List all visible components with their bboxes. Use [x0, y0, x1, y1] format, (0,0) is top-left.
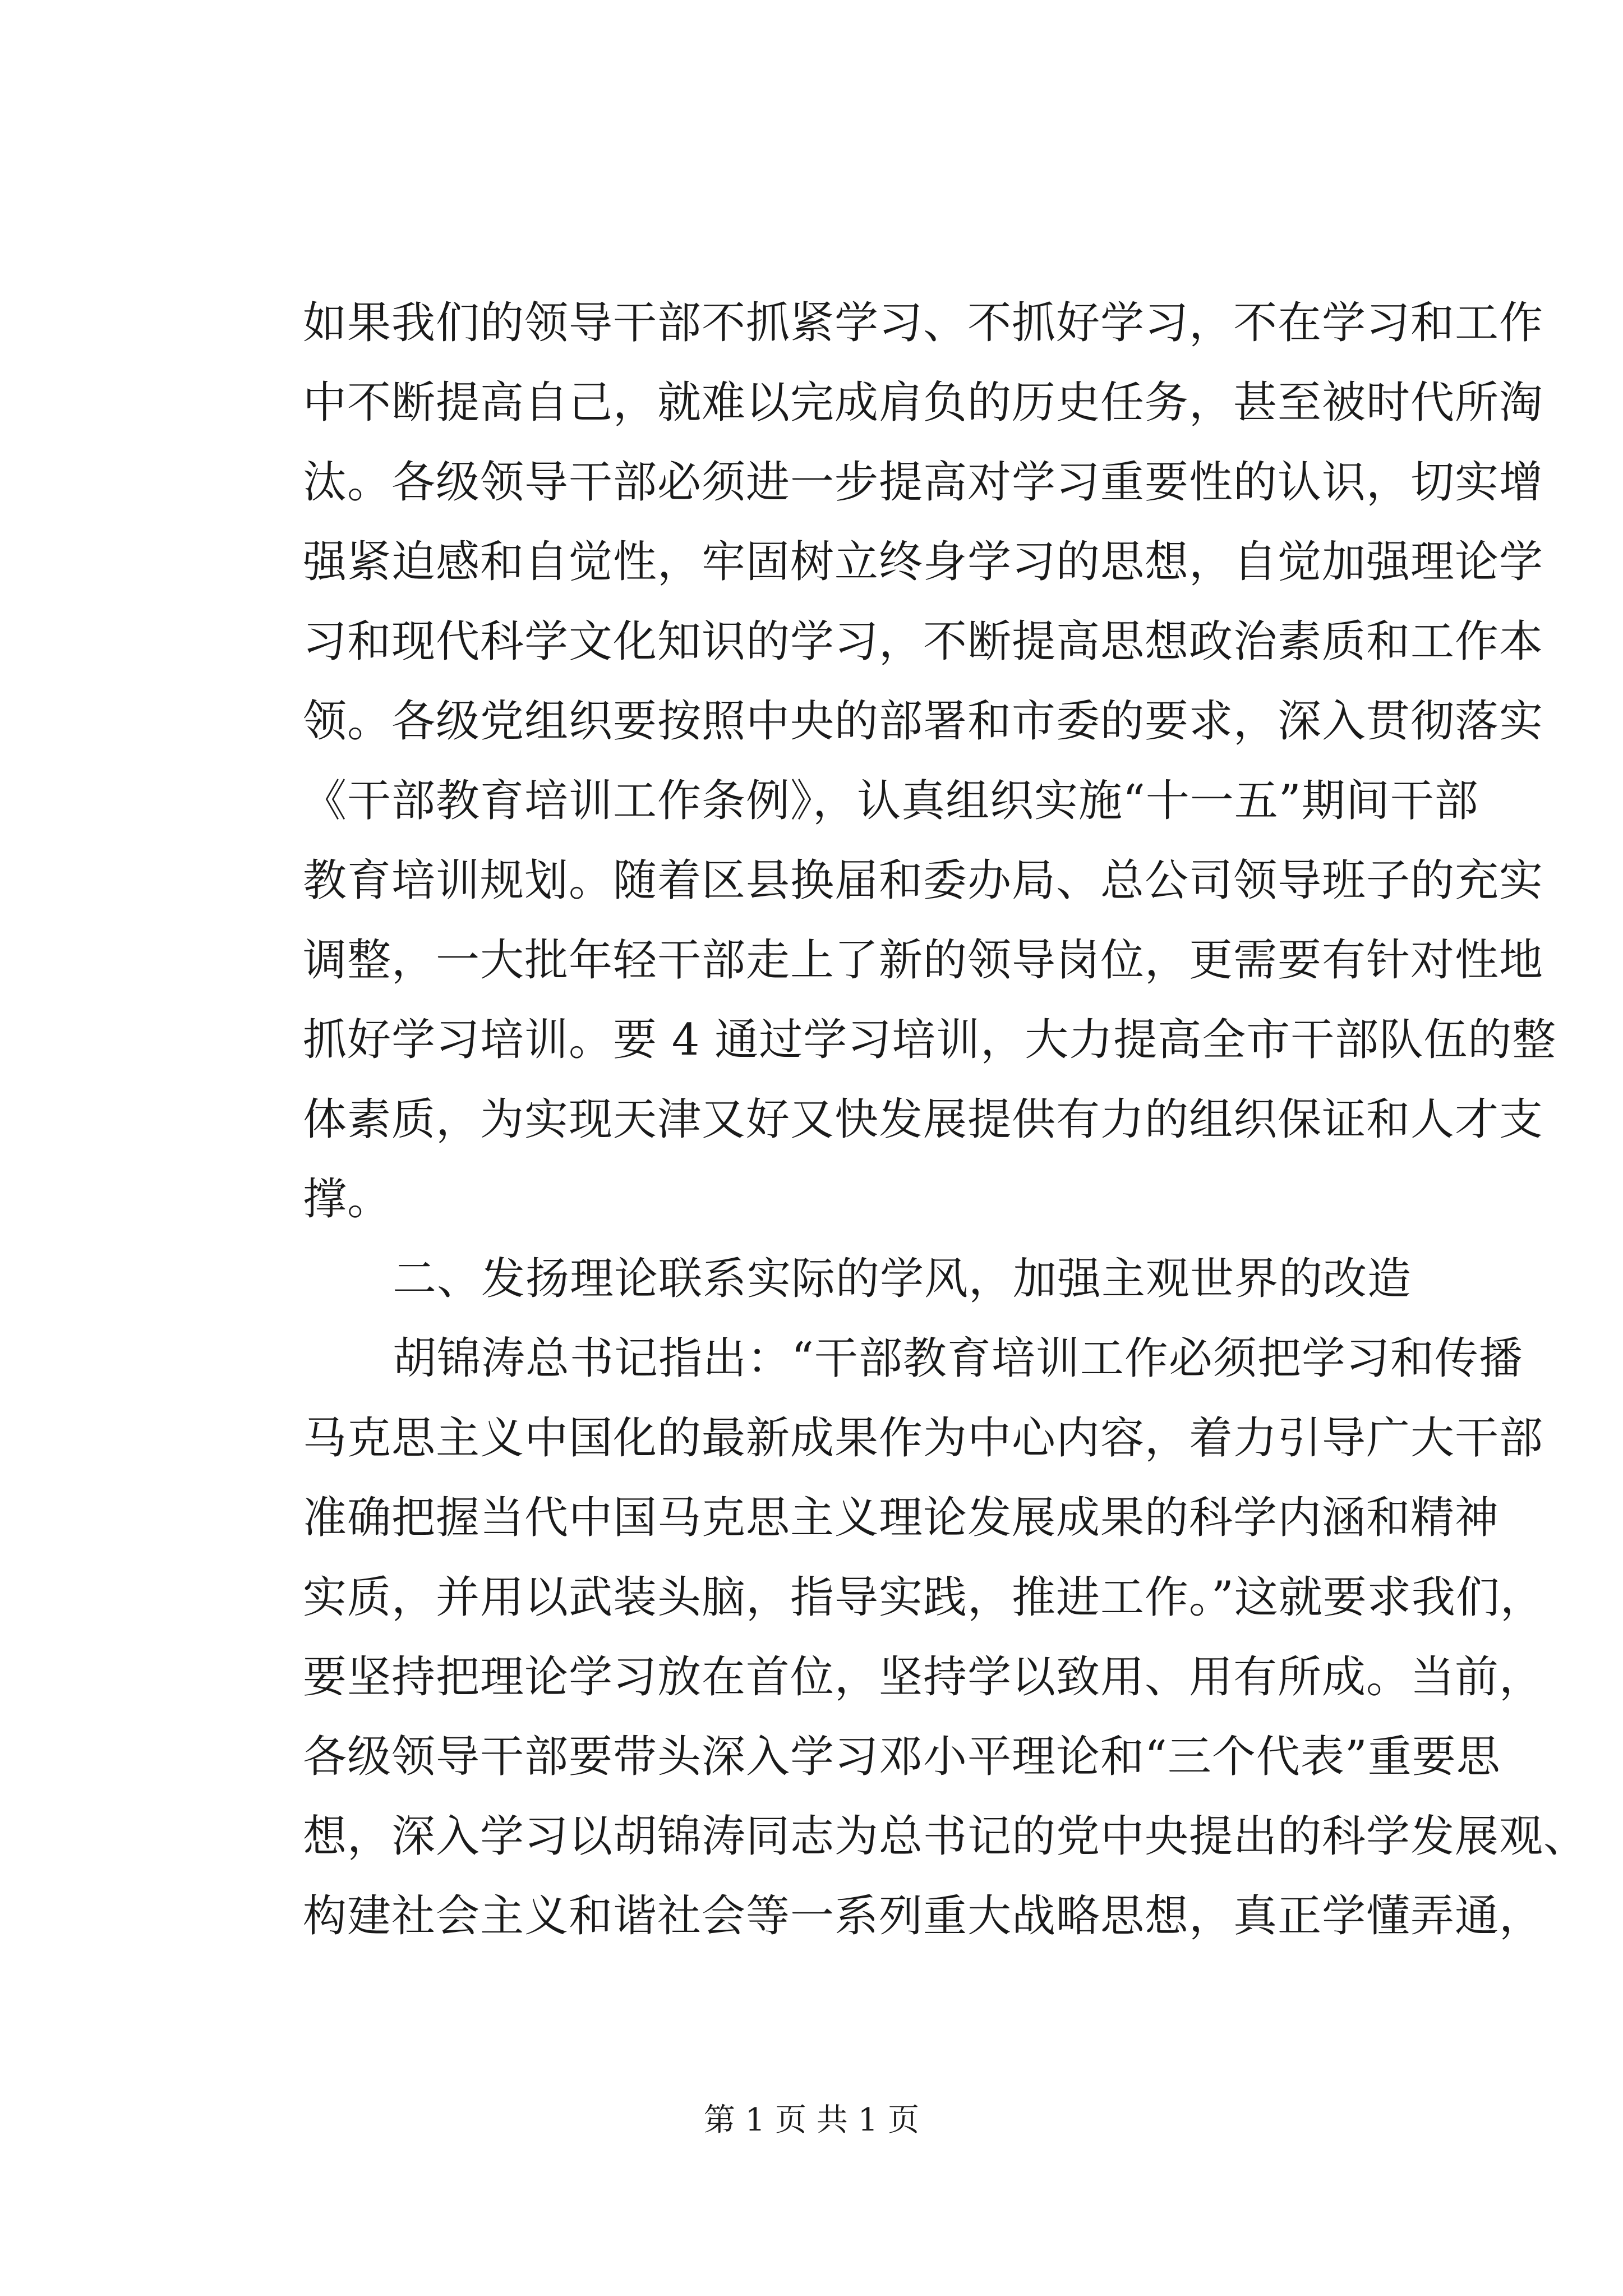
document-body [303, 283, 1588, 1956]
text-line: 强紧迫感和自觉性，牢固树立终身学习的思想，自觉加强理论学 [303, 537, 1544, 587]
section-heading: 二、发扬理论联系实际的学风，加强主观世界的改造 [393, 1254, 1412, 1304]
text-line: 汰。各级领导干部必须进一步提高对学习重要性的认识，切实增 [303, 457, 1544, 508]
text-line: 中不断提高自己，就难以完成肩负的历史任务，甚至被时代所淘 [303, 378, 1544, 428]
text-line: 准确把握当代中国马克思主义理论发展成果的科学内涵和精神 [303, 1493, 1500, 1543]
text-line: 撑。 [303, 1174, 392, 1225]
text-line: 抓好学习培训。要 4 通过学习培训，大力提高全市干部队伍的整 [303, 1015, 1557, 1065]
text-line: 习和现代科学文化知识的学习，不断提高思想政治素质和工作本 [303, 616, 1544, 667]
text-line: 各级领导干部要带头深入学习邓小平理论和“三个代表”重要思 [303, 1732, 1501, 1782]
text-line: 体素质，为实现天津又好又快发展提供有力的组织保证和人才支 [303, 1094, 1544, 1145]
text-line: 调整，一大批年轻干部走上了新的领导岗位，更需要有针对性地 [303, 935, 1544, 986]
text-line: 要坚持把理论学习放在首位，坚持学以致用、用有所成。当前， [303, 1652, 1544, 1703]
page-number-footer: 第 1 页 共 1 页 [703, 2102, 920, 2138]
text-line: 领。各级党组织要按照中央的部署和市委的要求，深入贯彻落实 [303, 696, 1544, 747]
text-line: 教育培训规划。随着区县换届和委办局、总公司领导班子的充实 [303, 855, 1544, 906]
text-line: 马克思主义中国化的最新成果作为中心内容，着力引导广大干部 [303, 1413, 1544, 1464]
text-line: 《干部教育培训工作条例》，认真组织实施“十一五”期间干部 [303, 776, 1479, 826]
text-line: 如果我们的领导干部不抓紧学习、不抓好学习，不在学习和工作 [303, 298, 1544, 348]
text-line: 胡锦涛总书记指出：“干部教育培训工作必须把学习和传播 [393, 1333, 1523, 1384]
text-line: 构建社会主义和谐社会等一系列重大战略思想，真正学懂弄通， [303, 1891, 1544, 1941]
text-line: 想，深入学习以胡锦涛同志为总书记的党中央提出的科学发展观、 [303, 1811, 1588, 1862]
text-line: 实质，并用以武装头脑，指导实践，推进工作。”这就要求我们， [303, 1572, 1544, 1623]
